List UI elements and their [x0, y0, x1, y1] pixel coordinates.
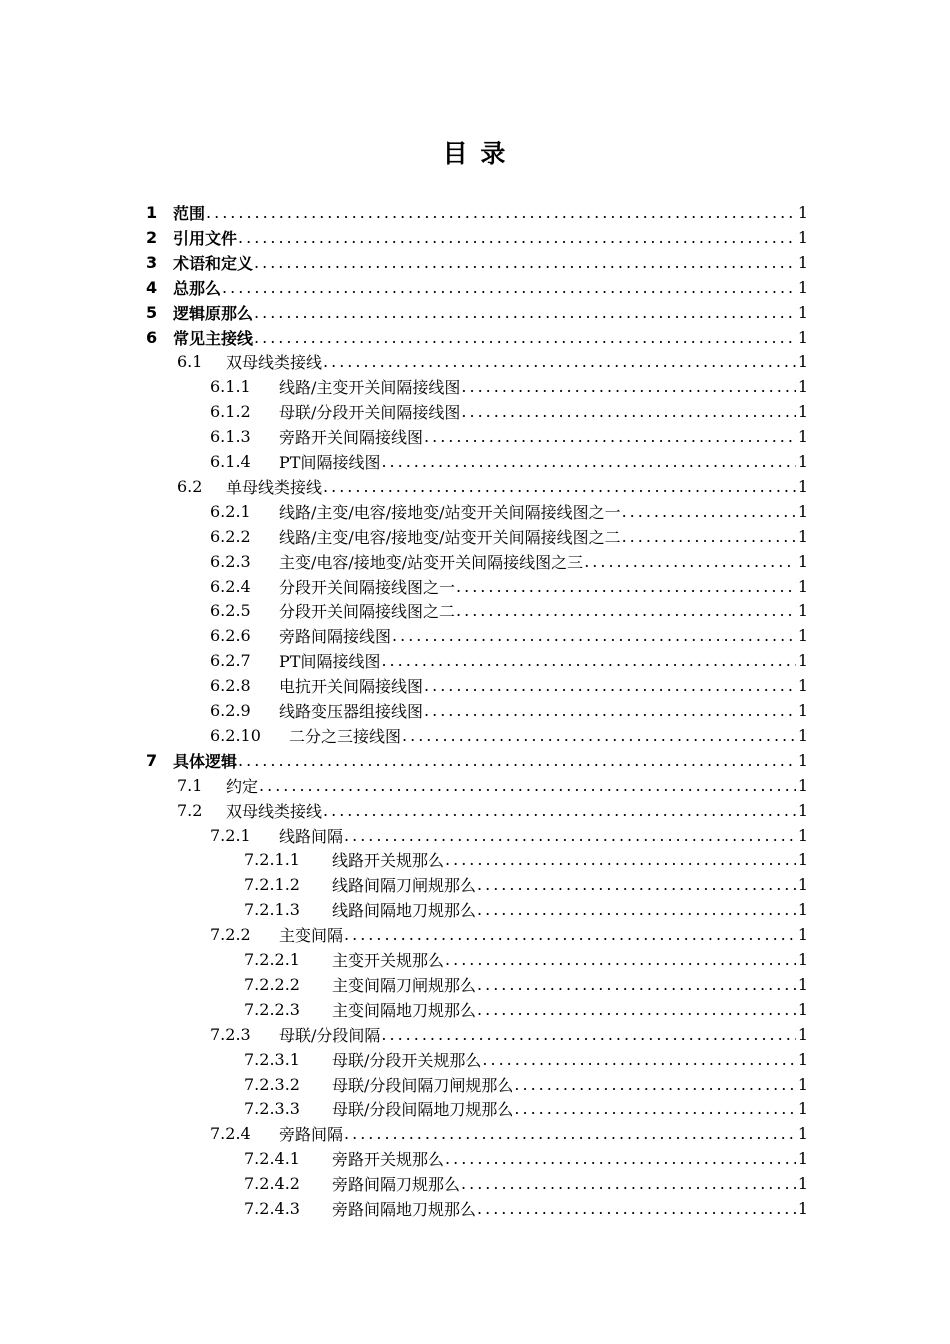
- toc-leader-dots: [445, 950, 796, 969]
- toc-leader-dots: [254, 253, 796, 272]
- toc-entry-number: 7.2.2: [210, 925, 251, 945]
- toc-entry[interactable]: [210, 723, 808, 748]
- toc-entry-title: 线路/主变/电容/接地变/站变开关间隔接线图之二: [279, 527, 621, 547]
- toc-entry-page-number: 1: [797, 999, 808, 1019]
- toc-entry-page-number: 1: [797, 526, 808, 546]
- toc-entry-title: 逻辑原那么: [173, 303, 254, 323]
- toc-entry-title: 主变间隔地刀规那么: [332, 1000, 477, 1020]
- toc-leader-dots: [381, 1025, 795, 1044]
- toc-entry[interactable]: [244, 1146, 808, 1171]
- toc-entry[interactable]: [244, 872, 808, 897]
- toc-entry-title: PT间隔接线图: [279, 652, 381, 672]
- toc-entry-page-number: 1: [797, 551, 808, 571]
- toc-entry[interactable]: [210, 623, 808, 648]
- toc-entry-title: 线路开关规那么: [332, 851, 445, 871]
- toc-entry[interactable]: [146, 225, 808, 250]
- toc-entry-page-number: 1: [797, 1024, 808, 1044]
- toc-entry-page-number: 1: [797, 750, 808, 770]
- toc-entry-title: 双母线类接线: [226, 801, 323, 821]
- toc-entry[interactable]: [210, 499, 808, 524]
- toc-leader-dots: [323, 477, 796, 496]
- toc-entry-number: 6.1.2: [210, 402, 251, 422]
- toc-leader-dots: [477, 1000, 796, 1019]
- toc-entry-number: 7.2.3.2: [244, 1074, 300, 1094]
- toc-entry-title: 电抗开关间隔接线图: [279, 677, 424, 697]
- toc-entry-page-number: 1: [797, 501, 808, 521]
- toc-entry-page-number: 1: [797, 950, 808, 969]
- toc-entry-page-number: 1: [797, 576, 808, 596]
- toc-entry-number: 7.2.2.2: [244, 974, 300, 994]
- toc-entry-page-number: 1: [797, 252, 808, 272]
- toc-entry-number: 6.1.1: [210, 377, 251, 397]
- toc-entry-title: 旁路间隔: [279, 1125, 344, 1145]
- toc-entry-page-number: 1: [797, 427, 808, 447]
- toc-entry[interactable]: [210, 648, 808, 673]
- toc-entry-page-number: 1: [797, 825, 808, 845]
- toc-entry-page-number: 1: [797, 725, 808, 745]
- toc-entry-number: 6.2.7: [210, 651, 251, 671]
- toc-entry-page-number: 1: [797, 1074, 808, 1094]
- toc-entry-page-number: 1: [797, 800, 808, 820]
- toc-entry-page-number: 1: [797, 476, 808, 496]
- toc-entry-number: 2: [146, 227, 158, 247]
- toc-entry[interactable]: [146, 325, 808, 350]
- toc-entry-number: 1: [146, 203, 158, 222]
- toc-entry[interactable]: [210, 673, 808, 698]
- toc-entry[interactable]: [210, 524, 808, 549]
- toc-entry-title: 母联/分段间隔刀闸规那么: [332, 1075, 514, 1095]
- toc-entry-number: 7.2.2.1: [244, 950, 300, 969]
- toc-entry-title: 主变间隔: [279, 926, 344, 946]
- toc-leader-dots: [254, 328, 796, 347]
- toc-entry[interactable]: [244, 947, 808, 972]
- toc-leader-dots: [622, 502, 796, 521]
- toc-entry-number: 4: [146, 277, 158, 297]
- toc-leader-dots: [222, 278, 796, 297]
- toc-entry[interactable]: [210, 1121, 808, 1146]
- toc-entry-number: 6.1.3: [210, 427, 251, 447]
- toc-entry[interactable]: [244, 847, 808, 872]
- toc-entry-page-number: 1: [797, 676, 808, 696]
- toc-leader-dots: [323, 352, 796, 371]
- toc-entry[interactable]: [210, 1022, 808, 1047]
- toc-leader-dots: [584, 552, 796, 571]
- toc-entry[interactable]: [210, 823, 808, 848]
- toc-leader-dots: [381, 452, 795, 471]
- toc-entry-title: 具体逻辑: [173, 751, 238, 771]
- toc-entry-page-number: 1: [797, 227, 808, 247]
- toc-entry-number: 6.2.9: [210, 701, 251, 720]
- toc-leader-dots: [622, 527, 796, 546]
- toc-entry[interactable]: [146, 748, 808, 773]
- toc-leader-dots: [424, 427, 796, 446]
- toc-entry-title: 旁路间隔地刀规那么: [332, 1200, 477, 1219]
- toc-entry-page-number: 1: [797, 1149, 808, 1169]
- toc-entry-title: 主变/电容/接地变/站变开关间隔接线图之三: [279, 552, 584, 572]
- toc-entry[interactable]: [210, 574, 808, 599]
- toc-entry-page-number: 1: [797, 900, 808, 920]
- toc-entry-page-number: 1: [797, 925, 808, 945]
- toc-entry-number: 7.2.1.2: [244, 875, 300, 895]
- toc-entry-page-number: 1: [797, 1174, 808, 1194]
- toc-entry-page-number: 1: [797, 850, 808, 870]
- toc-entry-number: 7.2.3.1: [244, 1049, 300, 1069]
- toc-entry-number: 6.2.8: [210, 676, 251, 696]
- toc-entry-number: 6.2.5: [210, 601, 251, 621]
- toc-leader-dots: [254, 303, 796, 322]
- toc-entry-title: 主变间隔刀闸规那么: [332, 975, 477, 995]
- toc-entry-number: 3: [146, 252, 158, 272]
- toc-leader-dots: [445, 1149, 796, 1168]
- toc-entry-number: 6.2: [177, 476, 203, 496]
- toc-entry-number: 7.2.1.1: [244, 850, 300, 870]
- toc-entry-page-number: 1: [797, 974, 808, 994]
- toc-entry[interactable]: [244, 1196, 808, 1221]
- toc-entry-page-number: 1: [797, 1049, 808, 1069]
- toc-entry-title: 线路间隔刀闸规那么: [332, 876, 477, 896]
- toc-entry-title: 线路间隔: [279, 826, 344, 846]
- toc-leader-dots: [259, 776, 796, 795]
- toc-entry-page-number: 1: [797, 626, 808, 646]
- toc-entry[interactable]: [244, 972, 808, 997]
- toc-entry-number: 7.2.4.2: [244, 1174, 300, 1194]
- toc-leader-dots: [482, 1050, 795, 1069]
- toc-entry-page-number: 1: [797, 775, 808, 795]
- toc-entry-page-number: 1: [797, 203, 808, 222]
- toc-entry-number: 7.2.3: [210, 1024, 251, 1044]
- toc-entry-title: 引用文件: [173, 228, 238, 248]
- toc-entry[interactable]: [177, 798, 808, 823]
- toc-entry-page-number: 1: [797, 701, 808, 720]
- toc-entry-title: PT间隔接线图: [279, 453, 381, 472]
- toc-entry-number: 7.2.3.3: [244, 1099, 300, 1119]
- toc-entry[interactable]: [210, 424, 808, 449]
- toc-entry-title: 主变开关规那么: [332, 951, 445, 970]
- toc-entry-number: 6.1.4: [210, 452, 251, 471]
- toc-entry[interactable]: [177, 349, 808, 374]
- toc-entry-title: 线路/主变开关间隔接线图: [279, 378, 461, 398]
- toc-entry-page-number: 1: [797, 302, 808, 322]
- toc-leader-dots: [402, 726, 796, 745]
- toc-leader-dots: [424, 701, 796, 720]
- toc-entry[interactable]: [244, 1072, 808, 1097]
- toc-leader-dots: [461, 1174, 796, 1193]
- toc-leader-dots: [344, 1124, 796, 1143]
- toc-entry-title: 分段开关间隔接线图之一: [279, 577, 456, 597]
- toc-entry[interactable]: [244, 997, 808, 1022]
- toc-entry-number: 7.2.2.3: [244, 999, 300, 1019]
- toc-entry-title: 总那么: [173, 278, 222, 298]
- toc-entry-number: 7.2: [177, 800, 203, 820]
- toc-entry-page-number: 1: [797, 1099, 808, 1119]
- toc-entry-title: 母联/分段间隔地刀规那么: [332, 1100, 514, 1120]
- toc-entry-page-number: 1: [797, 402, 808, 422]
- toc-entry-number: 6.2.6: [210, 626, 251, 646]
- toc-entry-title: 范围: [173, 204, 206, 223]
- toc-entry[interactable]: [210, 549, 808, 574]
- toc-entry-number: 5: [146, 302, 158, 322]
- toc-entry[interactable]: [244, 1096, 808, 1121]
- toc-leader-dots: [206, 203, 796, 222]
- toc-entry-number: 6.2.1: [210, 501, 251, 521]
- toc-leader-dots: [344, 826, 796, 845]
- toc-leader-dots: [456, 601, 796, 620]
- toc-entry[interactable]: [210, 449, 808, 474]
- toc-entry-number: 7.2.1.3: [244, 900, 300, 920]
- toc-entry-page-number: 1: [797, 327, 808, 347]
- toc-entry-title: 术语和定义: [173, 253, 254, 273]
- toc-entry-number: 7.2.4.3: [244, 1199, 300, 1218]
- toc-entry-number: 6: [146, 327, 158, 347]
- toc-entry[interactable]: [210, 598, 808, 623]
- toc-entry-title: 常见主接线: [173, 328, 254, 348]
- toc-entry[interactable]: [210, 374, 808, 399]
- toc-entry-number: 6.2.4: [210, 576, 251, 596]
- toc-leader-dots: [477, 875, 796, 894]
- toc-entry[interactable]: [244, 1047, 808, 1072]
- toc-entry-title: 线路间隔地刀规那么: [332, 901, 477, 921]
- toc-leader-dots: [477, 1199, 796, 1218]
- toc-entry-page-number: 1: [797, 875, 808, 895]
- toc-entry-page-number: 1: [797, 377, 808, 397]
- toc-leader-dots: [445, 850, 796, 869]
- toc-entry[interactable]: [177, 773, 808, 798]
- toc-entry-number: 7: [146, 750, 158, 770]
- toc-entry-title: 单母线类接线: [226, 477, 323, 497]
- toc-leader-dots: [477, 975, 796, 994]
- toc-leader-dots: [424, 676, 796, 695]
- toc-leader-dots: [514, 1075, 795, 1094]
- toc-entry[interactable]: [146, 275, 808, 300]
- toc-leader-dots: [238, 751, 796, 770]
- toc-title: 目 录: [442, 139, 508, 168]
- toc-entry-page-number: 1: [797, 651, 808, 671]
- toc-entry-title: 母联/分段开关规那么: [332, 1050, 482, 1070]
- toc-entry[interactable]: [210, 698, 808, 723]
- toc-entry-title: 二分之三接线图: [289, 726, 402, 746]
- toc-entry[interactable]: [244, 897, 808, 922]
- toc-entry-title: 线路变压器组接线图: [279, 702, 424, 721]
- toc-entry-page-number: 1: [797, 1199, 808, 1218]
- toc-entry[interactable]: [177, 474, 808, 499]
- toc-entry-number: 7.2.1: [210, 825, 251, 845]
- toc-leader-dots: [477, 900, 796, 919]
- toc-leader-dots: [456, 577, 796, 596]
- toc-entry-page-number: 1: [797, 352, 808, 372]
- toc-entry-page-number: 1: [797, 452, 808, 471]
- toc-entry-page-number: 1: [797, 1124, 808, 1144]
- toc-entry-number: 7.2.4: [210, 1124, 251, 1144]
- toc-entry-number: 6.2.2: [210, 526, 251, 546]
- toc-leader-dots: [461, 377, 795, 396]
- toc-entry-title: 旁路间隔刀规那么: [332, 1175, 461, 1195]
- toc-entry-title: 分段开关间隔接线图之二: [279, 602, 456, 622]
- toc-entry-title: 旁路间隔接线图: [279, 627, 392, 647]
- toc-entry[interactable]: [146, 300, 808, 325]
- toc-entry-title: 线路/主变/电容/接地变/站变开关间隔接线图之一: [279, 502, 621, 522]
- toc-entry-title: 旁路开关间隔接线图: [279, 428, 424, 448]
- toc-entry-page-number: 1: [797, 277, 808, 297]
- toc-entry-number: 6.2.10: [210, 725, 261, 745]
- toc-entry-title: 母联/分段开关间隔接线图: [279, 403, 461, 423]
- toc-entry-number: 7.1: [177, 775, 203, 795]
- toc-entry[interactable]: [146, 200, 808, 225]
- toc-entry[interactable]: [244, 1171, 808, 1196]
- toc-entry-number: 6.2.3: [210, 551, 251, 571]
- toc-leader-dots: [514, 1099, 795, 1118]
- toc-entry-page-number: 1: [797, 601, 808, 621]
- toc-leader-dots: [344, 925, 796, 944]
- toc-leader-dots: [461, 402, 795, 421]
- toc-leader-dots: [392, 626, 796, 645]
- toc-leader-dots: [323, 801, 796, 820]
- toc-entry[interactable]: [210, 922, 808, 947]
- toc-entry-title: 约定: [226, 776, 259, 796]
- toc-entry-title: 旁路开关规那么: [332, 1150, 445, 1170]
- toc-entry-number: 6.1: [177, 352, 203, 372]
- toc-leader-dots: [381, 651, 795, 670]
- toc-entry-title: 双母线类接线: [226, 353, 323, 373]
- toc-entry-number: 7.2.4.1: [244, 1149, 300, 1169]
- toc-leader-dots: [238, 228, 796, 247]
- toc-entry[interactable]: [210, 399, 808, 424]
- toc-entry[interactable]: [146, 250, 808, 275]
- toc-entry-title: 母联/分段间隔: [279, 1025, 381, 1045]
